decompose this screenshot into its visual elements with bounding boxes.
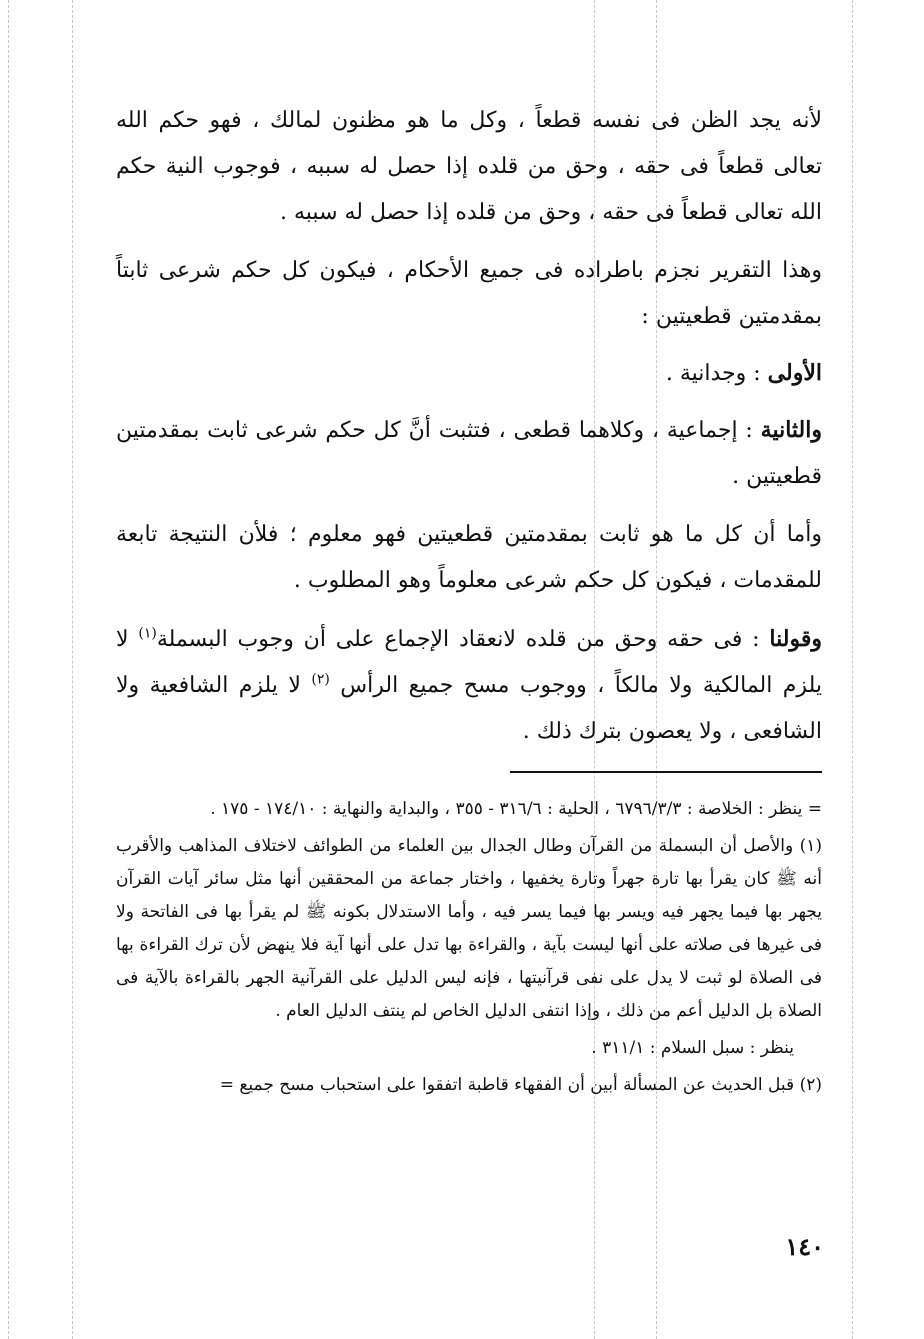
scan-guide-line bbox=[852, 0, 853, 1339]
paragraph-second-premise bbox=[116, 407, 822, 500]
footnotes bbox=[116, 793, 822, 1102]
page-number: ١٤٠ bbox=[785, 1232, 824, 1261]
main-text bbox=[116, 98, 822, 755]
paragraph-6-text-b: لا يلزم المالكية ولا مالكاً ، ووجوب مسح جميع الرأس bbox=[116, 627, 822, 698]
footnote-2: (٢) قبل الحديث عن المسألة أبين أن الفقهاء قاطبة اتفقوا على استحباب مسح جميع = bbox=[219, 1075, 822, 1095]
paragraph-first-premise bbox=[116, 350, 822, 397]
paragraph-6 bbox=[116, 616, 822, 755]
second-premise-heading: والثانية bbox=[760, 417, 822, 443]
first-premise-heading: الأولى bbox=[767, 360, 822, 386]
scan-guide-line bbox=[8, 0, 9, 1339]
book-page bbox=[116, 98, 822, 1106]
paragraph-6-text-a: : فى حقه وحق من قلده لانعقاد الإجماع على أن وجوب البسملة bbox=[156, 627, 770, 652]
footnote-separator bbox=[510, 771, 822, 773]
scan-guide-line bbox=[72, 0, 73, 1339]
footnote-ref-1[interactable]: (١) bbox=[138, 625, 157, 642]
footnote-continuation: = ينظر : الخلاصة : ٦٧٩٦/٣/٣ ، الحلية : ٣١٦/٦ - ٣٥٥ ، والبداية والنهاية : ١٧٤/١٠ - ١٧٥ . bbox=[210, 799, 822, 819]
paragraph-1: لأنه يجد الظن فى نفسه قطعاً ، وكل ما هو مظنون لمالك ، فهو حكم الله تعالى قطعاً فى حقه ، وحق من قلده إذا حصل له سببه ، فوجوب النية حكم الله تعالى قطعاً فى حقه ، وحق من قلده إذا حصل له سببه . bbox=[116, 108, 822, 225]
paragraph-2: وهذا التقرير نجزم باطراده فى جميع الأحكام ، فيكون كل حكم شرعى ثابتاً بمقدمتين قطعيتين : bbox=[116, 258, 822, 329]
footnote-ref-2[interactable]: (٢) bbox=[311, 671, 330, 688]
paragraph-6-text-c: لا يلزم الشافعية ولا الشافعى ، ولا يعصون بترك ذلك . bbox=[116, 673, 822, 744]
paragraph-5: وأما أن كل ما هو ثابت بمقدمتين قطعيتين فهو معلوم ؛ فلأن النتيجة تابعة للمقدمات ، فيكون كل حكم شرعى معلوماً وهو المطلوب . bbox=[116, 522, 822, 593]
paragraph-6-heading: وقولنا bbox=[769, 626, 822, 652]
second-premise-text: : إجماعية ، وكلاهما قطعى ، فتثبت أنَّ كل حكم شرعى ثابت بمقدمتين قطعيتين . bbox=[116, 418, 822, 489]
first-premise-text: : وجدانية . bbox=[665, 361, 768, 386]
footnote-1-reference: ينظر : سبل السلام : ٣١١/١ . bbox=[591, 1038, 794, 1058]
footnote-1: (١) والأصل أن البسملة من القرآن وطال الجدال بين العلماء من الطوائف لاختلاف المذاهب والأقرب أنه ﷺ كان يقرأ بها تارة جهراً وتارة يخفيها ، واختار جماعة من المحققين أنها مثل سائر آيات القرآن يجهر بها فيما يجهر فيه ويسر بها فيما يسر فيه ، وأما الاستدلال بكونه ﷺ لم يقرأ بها فى الفاتحة ولا فى غيرها فى صلاته على أنها ليست بآية ، والقراءة بها تدل على أنها آية فلا ينهض لأن ترك القراءة بها فى الصلاة لو ثبت لا يدل على نفى قرآنيتها ، فإنه ليس الدليل على القرآنية الجهر بالقراءة بالآية فى الصلاة بل الدليل أعم من ذلك ، وإذا انتفى الدليل الخاص لم ينتف الدليل العام . bbox=[116, 836, 822, 1021]
